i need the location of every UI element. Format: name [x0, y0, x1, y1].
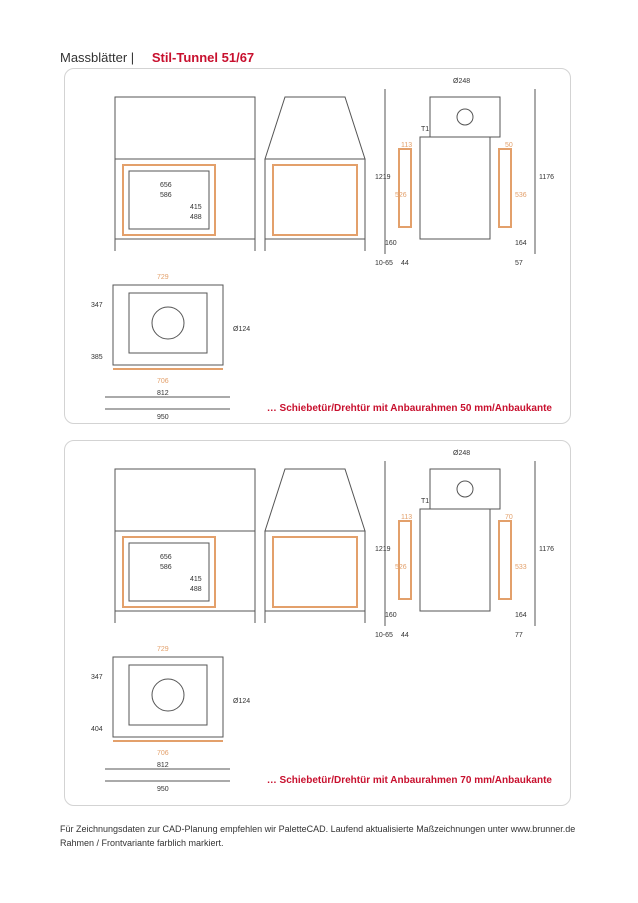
- front-w1: 656: [160, 182, 172, 189]
- front-door-frame: [123, 537, 215, 607]
- plan-b: 347: [91, 674, 103, 681]
- plan-g: Ø124: [233, 698, 251, 705]
- footer-line-1: Für Zeichnungsdaten zur CAD-Planung empfehlen wir PaletteCAD. Laufend aktualisierte Maßzeichnungen unter www.brunner.de: [60, 824, 576, 834]
- side-i: 10-65: [375, 632, 393, 639]
- side-c: 526: [395, 564, 407, 571]
- plan-flue-circle: [152, 679, 184, 711]
- side-f: 1176: [539, 546, 555, 553]
- side-a: 1219: [375, 546, 391, 553]
- side-k: 57: [515, 260, 523, 267]
- front-door-frame: [123, 165, 215, 235]
- side-t1: T1: [421, 498, 430, 505]
- plan-c: 404: [91, 726, 103, 733]
- plan-inner: [129, 665, 207, 725]
- side-t1: T1: [421, 126, 430, 133]
- side-b: 113: [401, 142, 413, 149]
- side-chimney-box: [430, 97, 500, 137]
- plan-b: 347: [91, 302, 103, 309]
- drawing-panel-70mm: [64, 440, 571, 806]
- side-flue-circle: [457, 109, 473, 125]
- technical-drawing-70mm: [65, 441, 570, 805]
- side-frame-right: [499, 521, 511, 599]
- mid-body: [265, 159, 365, 239]
- side-body: [420, 509, 490, 611]
- plan-e: 812: [157, 762, 169, 769]
- plan-e: 812: [157, 390, 169, 397]
- plan-c: 385: [91, 354, 103, 361]
- technical-drawing-50mm: [65, 69, 570, 423]
- page-title: Stil-Tunnel 51/67: [151, 50, 255, 65]
- plan-a: 729: [157, 646, 169, 653]
- side-flue-circle: [457, 481, 473, 497]
- mid-hood: [265, 97, 365, 159]
- side-d: 70: [505, 514, 513, 521]
- front-hood: [115, 97, 255, 159]
- side-body: [420, 137, 490, 239]
- side-k: 77: [515, 632, 523, 639]
- side-h: 164: [515, 612, 527, 619]
- header-section: Massblätter |: [60, 50, 135, 65]
- front-w1: 656: [160, 554, 172, 561]
- plan-inner: [129, 293, 207, 353]
- plan-g: Ø124: [233, 326, 251, 333]
- page-header: [60, 50, 254, 65]
- panel-caption-50mm: … Schiebetür/Drehtür mit Anbaurahmen 50 mm/Anbaukante: [266, 403, 552, 414]
- drawing-panel-50mm: [64, 68, 571, 424]
- front-hood: [115, 469, 255, 531]
- front-h2: 488: [190, 214, 202, 221]
- side-frame-left: [399, 521, 411, 599]
- side-g: 160: [385, 240, 397, 247]
- front-w2: 586: [160, 192, 172, 199]
- plan-f: 950: [157, 786, 169, 793]
- side-g: 160: [385, 612, 397, 619]
- plan-a: 729: [157, 274, 169, 281]
- side-chimney-box: [430, 469, 500, 509]
- side-frame-right: [499, 149, 511, 227]
- side-j: 44: [401, 260, 409, 267]
- front-h1: 415: [190, 204, 202, 211]
- side-i: 10-65: [375, 260, 393, 267]
- front-h1: 415: [190, 576, 202, 583]
- mid-hood: [265, 469, 365, 531]
- front-h2: 488: [190, 586, 202, 593]
- front-w2: 586: [160, 564, 172, 571]
- plan-d: 706: [157, 378, 169, 385]
- mid-door-frame: [273, 165, 357, 235]
- mid-body: [265, 531, 365, 611]
- side-e: 533: [515, 564, 527, 571]
- side-d1: Ø248: [453, 450, 471, 457]
- side-a: 1219: [375, 174, 391, 181]
- footer-line-2: Rahmen / Frontvariante farblich markiert.: [60, 838, 224, 848]
- side-d1: Ø248: [453, 78, 471, 85]
- panel-caption-70mm: … Schiebetür/Drehtür mit Anbaurahmen 70 mm/Anbaukante: [266, 775, 552, 786]
- side-j: 44: [401, 632, 409, 639]
- plan-flue-circle: [152, 307, 184, 339]
- side-e: 536: [515, 192, 527, 199]
- plan-d: 706: [157, 750, 169, 757]
- mid-door-frame: [273, 537, 357, 607]
- side-c: 526: [395, 192, 407, 199]
- page-footer: [60, 822, 580, 850]
- side-f: 1176: [539, 174, 555, 181]
- side-b: 113: [401, 514, 413, 521]
- side-frame-left: [399, 149, 411, 227]
- side-h: 164: [515, 240, 527, 247]
- side-d: 50: [505, 142, 513, 149]
- plan-f: 950: [157, 414, 169, 421]
